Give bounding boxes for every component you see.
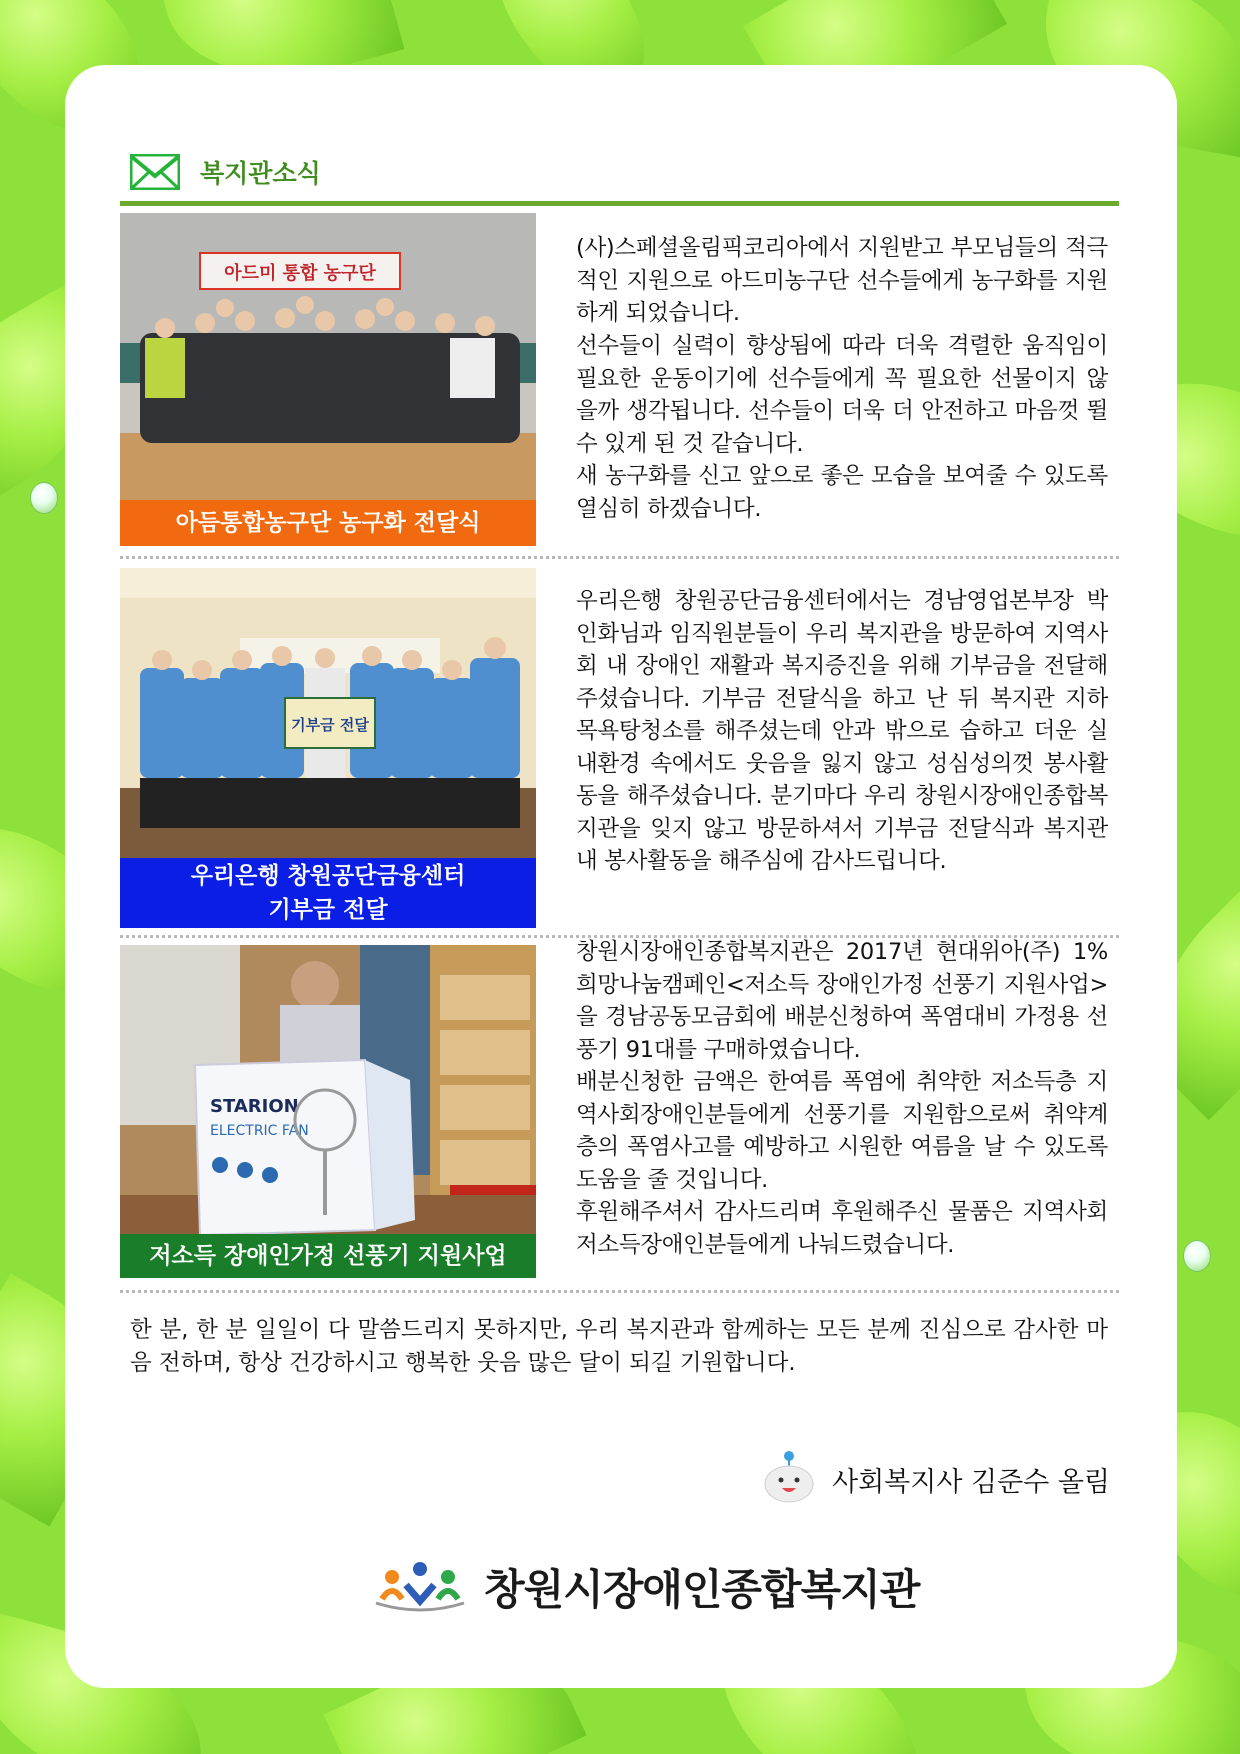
water-drop-icon bbox=[1183, 1240, 1211, 1272]
paragraph: 후원해주셔서 감사드리며 후원해주신 물품은 지역사회 저소득장애인분들에게 나눠드렸습니다. bbox=[576, 1199, 1108, 1258]
mascot-icon bbox=[762, 1450, 816, 1508]
water-drop-icon bbox=[30, 482, 58, 514]
caption-line: 우리은행 창원공단금융센터 bbox=[190, 863, 466, 889]
paragraph: 우리은행 창원공단금융센터에서는 경남영업본부장 박인화님과 임직원분들이 우리 복지관을 방문하여 지역사회 내 장애인 재활과 복지증진을 위해 기부금을 전달해 주셨습니다. 기부금 전달식을 하고 난 뒤 복지관 지하 목욕탕청소를 해주셨는데 안과 밖으로 습하고 더운 실내환경 속에서도 웃음을 잃지 않고 성심성의껏 봉사활동을 해주셨습니다. 분기마다 우리 창원시장애인종합복지관을 잊지 않고 방문하셔서 기부금 전달식과 복지관내 봉사활동을 해주심에 감사드립니다. bbox=[576, 588, 1108, 874]
photo-banner-text: 기부금 전달 bbox=[291, 716, 369, 734]
caption-section-2 bbox=[120, 858, 536, 928]
caption-line: 기부금 전달 bbox=[268, 897, 388, 923]
section-header bbox=[130, 150, 321, 194]
paragraph: 새 농구화를 신고 앞으로 좋은 모습을 보여줄 수 있도록 열심히 하겠습니다. bbox=[576, 463, 1108, 522]
closing-message: 한 분, 한 분 일일이 다 말씀드리지 못하지만, 우리 복지관과 함께하는 모든 분께 진심으로 감사한 마음 전하며, 항상 건강하시고 행복한 웃음 많은 달이 되길 기원합니다. bbox=[130, 1317, 1108, 1376]
signature-text: 사회복지사 김준수 올림 bbox=[832, 1466, 1110, 1498]
org-name: 창원시장애인종합복지관 bbox=[484, 1565, 920, 1614]
photo-sub-text: ELECTRIC FAN bbox=[210, 1123, 309, 1139]
paragraph: 선수들이 실력이 향상됨에 따라 더욱 격렬한 움직임이 필요한 운동이기에 선수들에게 꼭 필요한 선물이지 않을까 생각됩니다. 선수들이 더욱 더 안전하고 마음껏 뛸 수 있게 된 것 같습니다. bbox=[576, 333, 1108, 457]
caption-section-1 bbox=[120, 500, 536, 546]
dotted-divider bbox=[120, 1290, 1119, 1293]
header-title: 복지관소식 bbox=[200, 159, 321, 188]
organization-footer bbox=[370, 1555, 919, 1619]
photo-banner-text: 아드미 통합 농구단 bbox=[224, 263, 376, 284]
caption-line: 저소득 장애인가정 선풍기 지원사업 bbox=[149, 1243, 507, 1269]
photo-banner-text: STARION bbox=[210, 1096, 299, 1117]
photo-bank-donation bbox=[120, 568, 536, 858]
paragraph: 창원시장애인종합복지관은 2017년 현대위아(주) 1% 희망나눔캠페인<저소득 장애인가정 선풍기 지원사업>을 경남공동모금회에 배분신청하여 폭염대비 가정용 선풍기 91대를 구매하였습니다. bbox=[576, 939, 1108, 1063]
caption-section-3 bbox=[120, 1234, 536, 1278]
dotted-divider bbox=[120, 556, 1119, 559]
photo-basketball-team bbox=[120, 213, 536, 500]
paragraph: (사)스페셜올림픽코리아에서 지원받고 부모님들의 적극적인 지원으로 아드미농구단 선수들에게 농구화를 지원하게 되었습니다. bbox=[576, 235, 1108, 326]
caption-line: 아듬통합농구단 농구화 전달식 bbox=[175, 510, 481, 536]
signature bbox=[762, 1450, 1110, 1508]
mail-envelope-icon bbox=[130, 154, 180, 190]
header-divider bbox=[120, 201, 1119, 206]
paragraph: 배분신청한 금액은 한여름 폭염에 취약한 저소득층 지역사회장애인분들에게 선풍기를 지원함으로써 취약계층의 폭염사고를 예방하고 시원한 여름을 날 수 있도록 도움을 줄 것입니다. bbox=[576, 1069, 1108, 1193]
photo-fan-delivery bbox=[120, 945, 536, 1245]
org-logo-icon bbox=[370, 1555, 470, 1619]
